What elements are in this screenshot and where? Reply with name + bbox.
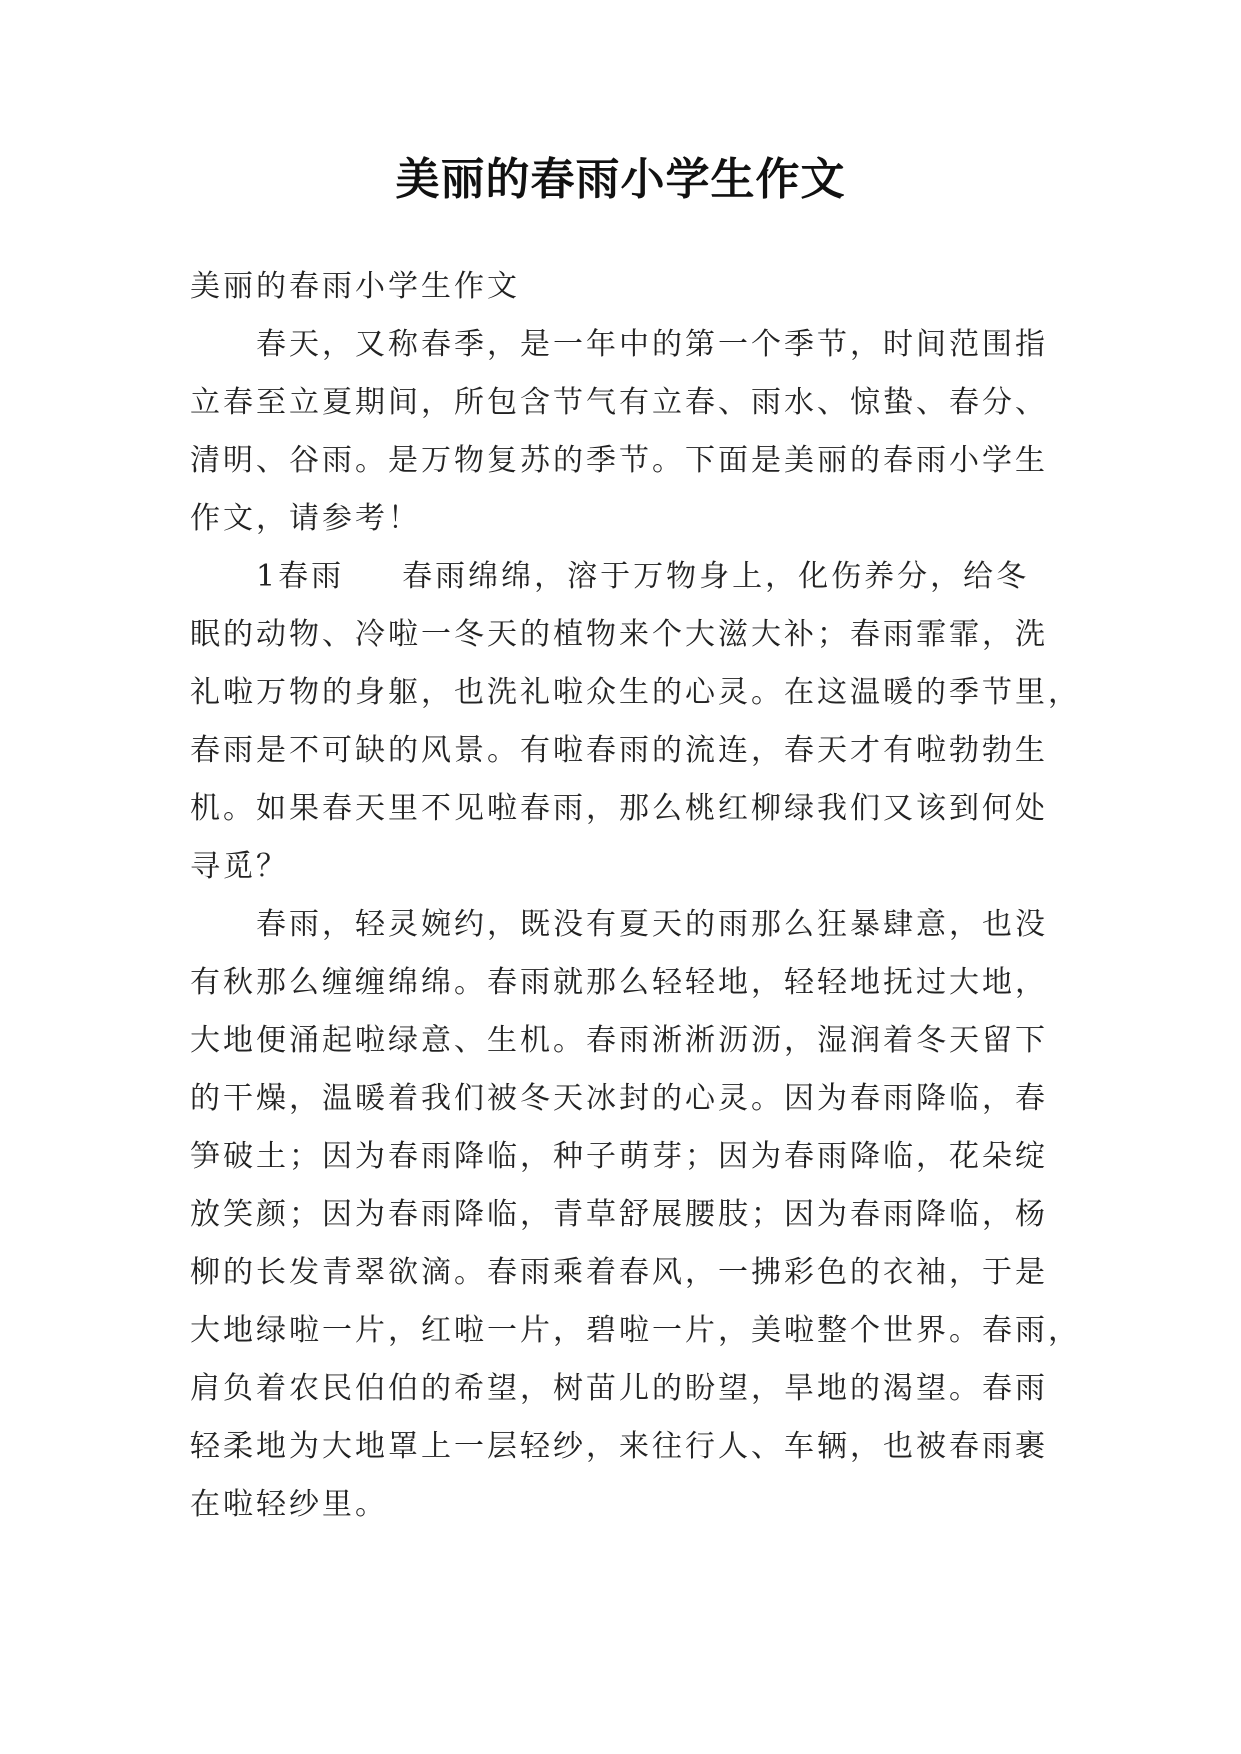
paragraph-line: 立春至立夏期间，所包含节气有立春、雨水、惊蛰、春分、 bbox=[190, 385, 1048, 420]
paragraph-line: 大地绿啦一片，红啦一片，碧啦一片，美啦整个世界。春雨， bbox=[190, 1313, 1081, 1348]
paragraph-line: 作文，请参考！ bbox=[190, 501, 421, 536]
section-heading: 1春雨 bbox=[256, 559, 345, 594]
paragraph-line: 春雨，轻灵婉约，既没有夏天的雨那么狂暴肆意，也没 bbox=[256, 907, 1048, 942]
paragraph-line: 眠的动物、冷啦一冬天的植物来个大滋大补；春雨霏霏，洗 bbox=[190, 617, 1048, 652]
document-subtitle: 美丽的春雨小学生作文 bbox=[190, 269, 520, 304]
paragraph-line: 机。如果春天里不见啦春雨，那么桃红柳绿我们又该到何处 bbox=[190, 791, 1048, 826]
paragraph-line: 清明、谷雨。是万物复苏的季节。下面是美丽的春雨小学生 bbox=[190, 443, 1048, 478]
paragraph-line: 在啦轻纱里。 bbox=[190, 1487, 388, 1522]
paragraph-line: 的干燥，温暖着我们被冬天冰封的心灵。因为春雨降临，春 bbox=[190, 1081, 1048, 1116]
paragraph-line: 肩负着农民伯伯的希望，树苗儿的盼望，旱地的渴望。春雨 bbox=[190, 1371, 1048, 1406]
paragraph-line: 笋破土；因为春雨降临，种子萌芽；因为春雨降临，花朵绽 bbox=[190, 1139, 1048, 1174]
paragraph-line: 柳的长发青翠欲滴。春雨乘着春风，一拂彩色的衣袖，于是 bbox=[190, 1255, 1048, 1290]
paragraph-line: 放笑颜；因为春雨降临，青草舒展腰肢；因为春雨降临，杨 bbox=[190, 1197, 1048, 1232]
paragraph-line: 寻觅？ bbox=[190, 849, 289, 884]
paragraph-line: 轻柔地为大地罩上一层轻纱，来往行人、车辆，也被春雨裹 bbox=[190, 1429, 1048, 1464]
paragraph-line: 有秋那么缠缠绵绵。春雨就那么轻轻地，轻轻地抚过大地， bbox=[190, 965, 1048, 1000]
document-body bbox=[190, 258, 1090, 1534]
paragraph-line: 春天，又称春季，是一年中的第一个季节，时间范围指 bbox=[256, 327, 1048, 362]
paragraph-line: 春雨是不可缺的风景。有啦春雨的流连，春天才有啦勃勃生 bbox=[190, 733, 1048, 768]
document-title: 美丽的春雨小学生作文 bbox=[395, 154, 846, 205]
paragraph-line-text: 春雨绵绵，溶于万物身上，化伤养分，给冬 bbox=[402, 559, 1030, 594]
paragraph-first-line bbox=[190, 548, 1090, 606]
paragraph-line: 大地便涌起啦绿意、生机。春雨淅淅沥沥，湿润着冬天留下 bbox=[190, 1023, 1048, 1058]
paragraph-line: 礼啦万物的身躯，也洗礼啦众生的心灵。在这温暖的季节里， bbox=[190, 675, 1081, 710]
